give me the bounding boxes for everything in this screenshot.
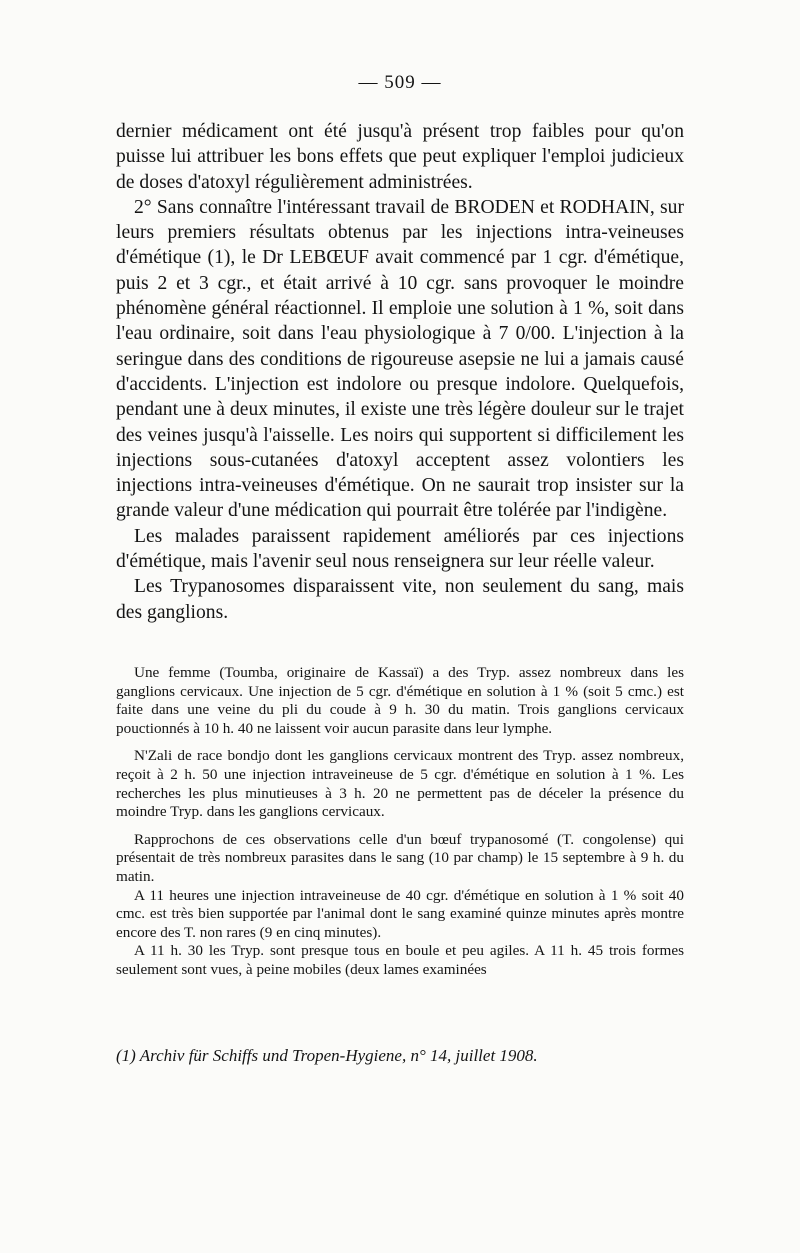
observation-paragraph: Rapprochons de ces observations celle d'un bœuf trypanosomé (T. congolense) qui présentait de très nombreux parasites dans le sang (10 par champ) le 15 septembre à 9 h. du matin. (116, 830, 684, 885)
footnote: (1) Archiv für Schiffs und Tropen-Hygiene, n° 14, juillet 1908. (116, 1046, 538, 1065)
observation-paragraph: Une femme (Toumba, originaire de Kassaï) a des Tryp. assez nombreux dans les ganglions cervicaux. Une injection de 5 cgr. d'émétique en solution à 1 % (soit 5 cmc.) est faite dans une veine du pli du coude à 9 h. 30 du matin. Trois ganglions cervicaux pouctionnés à 10 h. 40 ne laissent voir aucun parasite dans leur lymphe. (116, 664, 684, 737)
observations-text (116, 664, 684, 980)
main-text (116, 119, 684, 625)
observation-paragraph: A 11 h. 30 les Tryp. sont presque tous en boule et peu agiles. A 11 h. 45 trois formes seulement sont vues, à peine mobiles (deux lames examinées (116, 942, 684, 978)
paragraph: dernier médicament ont été jusqu'à présent trop faibles pour qu'on puisse lui attribuer les bons effets que peut expliquer l'emploi judicieux de doses d'atoxyl régulièrement administrées. (116, 121, 684, 193)
paragraph: Les Trypanosomes disparaissent vite, non seulement du sang, mais des ganglions. (116, 576, 684, 623)
observation-paragraph: N'Zali de race bondjo dont les ganglions cervicaux montrent des Tryp. assez nombreux, reçoit à 2 h. 50 une injection intraveineuse de 5 cgr. d'émétique en solution à 1 %. Les recherches les plus minutieuses à 3 h. 20 ne permettent pas de déceler la présence du moindre Tryp. dans les ganglions cervicaux. (116, 747, 684, 821)
paragraph: 2° Sans connaître l'intéressant travail de BRODEN et RODHAIN, sur leurs premiers résultats obtenus par les injections intra-veineuses d'émétique (1), le Dr LEBŒUF avait commencé par 1 cgr. d'émétique, puis 2 et 3 cgr., et était arrivé à 10 cgr. sans provoquer le moindre phénomène général réactionnel. Il emploie une solution à 1 %, soit dans l'eau ordinaire, soit dans l'eau physiologique à 7 0/00. L'injection à la seringue dans des conditions de rigoureuse asepsie ne lui a jamais causé d'accidents. L'injection est indolore ou presque indolore. Quelquefois, pendant une à deux minutes, il existe une très légère douleur sur le trajet des veines jusqu'à l'aisselle. Les noirs qui supportent si difficilement les injections sous-cutanées d'atoxyl acceptent assez volontiers les injections intra-veineuses d'émétique. On ne saurait trop insister sur la grande valeur d'une médication qui pourrait être tolérée par l'indigène. (116, 196, 684, 522)
observation-paragraph: A 11 heures une injection intraveineuse de 40 cgr. d'émétique en solution à 1 % soit 40 cmc. est très bien supportée par l'animal dont le sang examiné quinze minutes après montre encore des T. non rares (9 en cinq minutes). (116, 886, 684, 941)
page-number: — 509 — (358, 72, 442, 93)
paragraph: Les malades paraissent rapidement améliorés par ces injections d'émétique, mais l'avenir seul nous renseignera sur leur réelle valeur. (116, 525, 684, 573)
